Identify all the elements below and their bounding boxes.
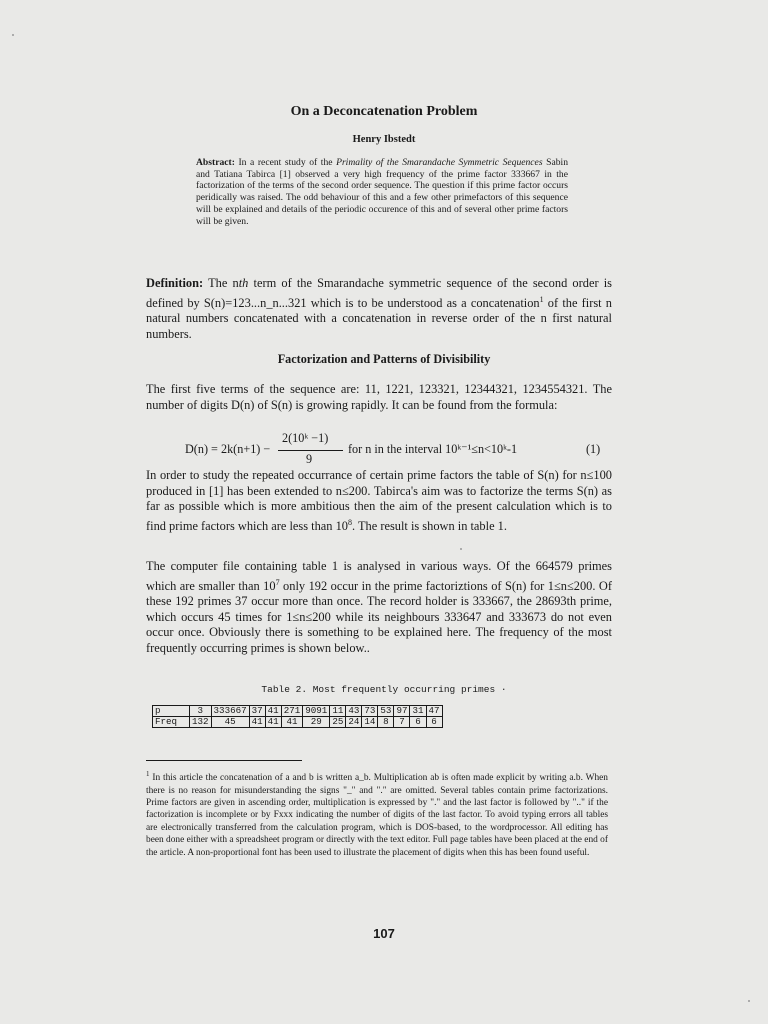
table-cell: 41 bbox=[249, 717, 265, 728]
table-cell: 11 bbox=[330, 706, 346, 717]
table-row-freq bbox=[153, 717, 443, 728]
table-cell: 3 bbox=[190, 706, 212, 717]
abstract-text-b: Sabin and Tatiana Tabirca [1] observed a very high frequency of the prime factor 333667 in the factorization of the terms of the second order sequence. The question if this prime factor occurs peridically was raised. The odd behaviour of this and a few other primefactors of this sequence will be explained and details of the periodic occurence of this and of several other prime factors will be given. bbox=[196, 157, 568, 227]
table-cell: 9091 bbox=[303, 706, 330, 717]
scan-speck bbox=[748, 1000, 750, 1002]
table-cell: 25 bbox=[330, 717, 346, 728]
abstract bbox=[196, 157, 568, 227]
table-row-primes bbox=[153, 706, 443, 717]
formula-condition: for n in the interval 10ᵏ⁻¹≤n<10ᵏ-1 bbox=[348, 442, 518, 456]
footnote-ref: 1 bbox=[539, 294, 544, 304]
footnote-text: In this article the concatenation of a and b is written a_b. Multiplication ab is often made explicit by writing a.b. When there is no reason for misunderstanding the signs "_" and "." are omitted. Several tables contain prime factorizations. Prime factors are given in ascending order, multiplication is expressed by "." and the last factor is followed by ".." if the factorization is incomplete or by Fxxx indicating the number of digits of the last factor. To avoid typing errors all tables are electronically transferred from the calculation program, which is DOS-based, to the wordprocessor. All editing has been done either with a spreadsheet program or directly with the text editor. Full page tables have been placed at the end of the article. A non-proportional font has been used to illustrate the placement of digits when this has been found useful. bbox=[146, 773, 608, 858]
formula-number: (1) bbox=[586, 442, 601, 456]
study-text-a: In order to study the repeated occurrance of certain prime factors the table of S(n) for n≤100 produced in [1] has been extended to n≤200. Tabirca's aim was to factorize the terms S(n) as far as possible which is more ambitious then the aim of the present calculation which is to find prime factors which are less than 10 bbox=[146, 468, 612, 533]
table-cell: 97 bbox=[394, 706, 410, 717]
table-cell: 333667 bbox=[211, 706, 249, 717]
abstract-cited-title: Primality of the Smarandache Symmetric Sequences bbox=[336, 157, 543, 168]
author-name: Henry Ibstedt bbox=[352, 134, 416, 145]
table-cell: 8 bbox=[378, 717, 394, 728]
analysis-text-b: only 192 occur in the prime factoriztions of S(n) for 1≤n≤200. Of these 192 primes 37 occur more than once. The record holder is 333667, the 28693th prime, which occurs 45 times for 1≤n≤200 while its neighbours 333647 and 333673 do not even occur once. Obviously there is something to be explained here. The frequency of the most frequently occurring primes is shown below.. bbox=[146, 578, 613, 655]
definition-th: th bbox=[238, 276, 249, 290]
scan-speck bbox=[12, 34, 14, 36]
abstract-text-a: In a recent study of the bbox=[234, 157, 337, 168]
paper-title: On a Deconcatenation Problem bbox=[290, 104, 478, 119]
analysis-exponent: 7 bbox=[275, 577, 280, 587]
table-cell: 24 bbox=[346, 717, 362, 728]
row-header-freq: Freq bbox=[153, 717, 190, 728]
table-cell: 47 bbox=[426, 706, 442, 717]
study-exponent: 8 bbox=[347, 517, 352, 527]
table-cell: 271 bbox=[281, 706, 303, 717]
table-cell: 73 bbox=[362, 706, 378, 717]
table-cell: 7 bbox=[394, 717, 410, 728]
page-number: 107 bbox=[373, 926, 395, 941]
table-cell: 31 bbox=[410, 706, 426, 717]
definition-text-c: of the first n natural numbers concatenated with a concatenation in reverse order of the n first natural numbers. bbox=[146, 295, 612, 341]
formula-lhs: D(n) = 2k(n+1) − bbox=[185, 442, 271, 456]
section-heading: Factorization and Patterns of Divisibility bbox=[277, 352, 491, 366]
table-cell: 41 bbox=[265, 717, 281, 728]
fraction-bar bbox=[278, 450, 343, 451]
definition-label: Definition: bbox=[146, 276, 204, 290]
analysis-paragraph bbox=[146, 559, 612, 656]
table-cell: 6 bbox=[410, 717, 426, 728]
table-cell: 45 bbox=[211, 717, 249, 728]
table-cell: 43 bbox=[346, 706, 362, 717]
footnote-marker: 1 bbox=[146, 770, 150, 778]
row-header-p: p bbox=[153, 706, 190, 717]
scan-speck bbox=[460, 548, 462, 550]
definition-text-a: The n bbox=[203, 276, 239, 290]
digit-count-formula bbox=[185, 428, 605, 472]
intro-paragraph: The first five terms of the sequence are: 11, 1221, 123321, 12344321, 1234554321. The number of digits D(n) of S(n) is growing rapidly. It can be found from the formula: bbox=[146, 382, 612, 412]
table-cell: 14 bbox=[362, 717, 378, 728]
definition-paragraph bbox=[146, 276, 612, 342]
table-cell: 53 bbox=[378, 706, 394, 717]
table-cell: 41 bbox=[265, 706, 281, 717]
abstract-label: Abstract: bbox=[196, 157, 235, 168]
table-cell: 6 bbox=[426, 717, 442, 728]
study-text-b: . The result is shown in table 1. bbox=[351, 518, 507, 533]
table-cell: 37 bbox=[249, 706, 265, 717]
study-paragraph bbox=[146, 468, 612, 534]
frequency-table bbox=[152, 705, 443, 728]
table-cell: 29 bbox=[303, 717, 330, 728]
table-cell: 41 bbox=[281, 717, 303, 728]
footnote bbox=[146, 768, 608, 859]
table-caption: Table 2. Most frequently occurring primes · bbox=[261, 684, 507, 695]
definition-text-b: term of the Smarandache symmetric sequence of the second order is defined by S(n)=123...n_n...321 which is to be understood as a concatenation bbox=[146, 276, 612, 310]
formula-numerator: 2(10ᵏ −1) bbox=[282, 431, 329, 445]
table-cell: 132 bbox=[190, 717, 212, 728]
formula-denominator: 9 bbox=[306, 452, 313, 466]
footnote-rule bbox=[146, 760, 302, 761]
analysis-text-a: The computer file containing table 1 is analysed in various ways. Of the 664579 primes which are smaller than 10 bbox=[146, 559, 612, 593]
